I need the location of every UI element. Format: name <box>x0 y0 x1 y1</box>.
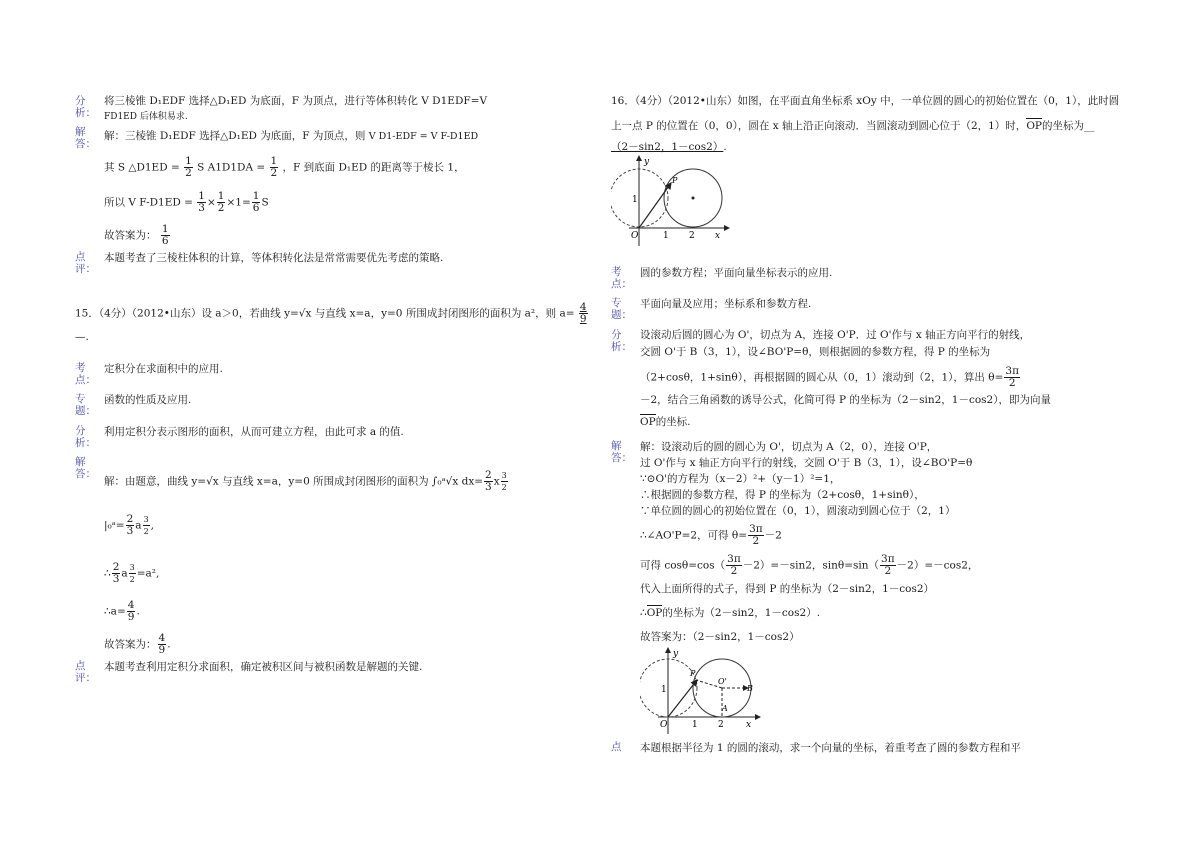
jieda-16-line-2: 过 O'作与 x 轴正方向平行的射线，交圆 O'于 B（3，1），设∠BO'P=θ <box>640 457 973 469</box>
question-15: 15．（4分）（2012•山东）设 a＞0，若曲线 y=√x 与直线 x=a，y=0 所围成封闭图形的面积为 a²，则 a= $\frac{4}{9}$ <box>75 301 587 325</box>
fenxi-16-line-2: 交圆 O'于 B（3，1），设∠BO'P=θ，则根据圆的参数方程，得 P 的坐标为 <box>640 346 991 358</box>
dianping-label-16: 点 <box>611 741 622 753</box>
jieda-eval: |₀ᵃ= $\frac{2}{3}$ a $\frac{3}{2}$ , <box>104 513 154 537</box>
tick-y-1-2: 1 <box>661 685 667 695</box>
jieda-16-line-8: 代入上面所得的式子，得到 P 的坐标为（2－sin2，1－cos2） <box>640 583 935 595</box>
jieda-16-line-5: ∵单位圆的圆心的初始位置在（0，1），圆滚动到圆心位于（2，1） <box>640 505 956 517</box>
jieda-16-line-1: 解：设滚动后的圆的圆心为 O'，切点为 A（2，0），连接 O'P， <box>640 441 938 453</box>
rolling-circle-figure-1 <box>611 152 731 248</box>
zhuanti-label: 专题： <box>75 393 96 417</box>
volume-formula: V D1-EDF = V F-D1ED <box>368 131 479 142</box>
dianping-text: 本题考查利用定积分求面积，确定被积区间与被积函数是解题的关键. <box>104 661 423 673</box>
x-axis-label: x <box>715 231 721 241</box>
answer-blank: $\frac{4}{9}$ <box>579 301 587 325</box>
jieda-label-16: 解答： <box>611 440 632 464</box>
fenxi-text: 利用定积分表示图形的面积，从而可建立方程，由此可求 a 的值. <box>104 426 404 438</box>
fenxi-16-line-3: （2+cosθ，1+sinθ），再根据圆的圆心从（0，1）滚动到（2，1），算出 θ= $\frac{3\pi}{2}$ <box>640 365 1019 389</box>
analysis-line-2: FD1ED 后体积易求. <box>104 112 188 122</box>
jieda-line-1: 解：由题意，曲线 y=√x 与直线 x=a，y=0 所围成封闭图形的面积为 ∫₀ᵃ√x dx= $\frac{2}{3}$ x $\frac{3}{2}$ <box>104 469 507 493</box>
jieda-therefore-1: ∴ $\frac{2}{3}$ a $\frac{3}{2}$ =a², <box>104 561 160 585</box>
y-axis-label-2: y <box>673 649 679 659</box>
jieda-16-line-3: ∵⊙O'的方程为（x－2）²+（y－1）²=1， <box>640 473 841 485</box>
solution-line-3: 所以 V F-D1ED = $\frac{1}{3}$ × $\frac{1}{2}$ ×1= $\frac{1}{6}$ S <box>104 190 269 214</box>
fenxi-16-line-5: OP的坐标. <box>640 416 691 428</box>
tick-y-1: 1 <box>632 195 638 205</box>
answer-blank-16: （2－sin2，1－cos2）. <box>611 141 727 153</box>
point-p-label: P <box>672 176 678 185</box>
tick-2: 2 <box>689 231 695 241</box>
point-p-label-2: P <box>690 669 696 678</box>
origin-label: O <box>631 231 639 241</box>
jieda-16-line-6: ∴∠AO'P=2，可得 θ= $\frac{3\pi}{2}$ －2 <box>640 523 782 547</box>
tick-1: 1 <box>663 231 669 241</box>
tick-1-2: 1 <box>692 720 698 730</box>
jieda-16-line-4: ∴根据圆的参数方程，得 P 的坐标为（2+cosθ，1+sinθ）， <box>640 489 925 501</box>
comment-label: 点评： <box>75 251 96 275</box>
solution-label: 解答： <box>75 126 96 150</box>
jieda-16-line-7: 可得 cosθ=cos（ $\frac{3\pi}{2}$ －2）=－sin2，sinθ=sin（ $\frac{3\pi}{2}$ －2）=－cos2， <box>640 553 979 577</box>
dianping-text-16: 本题根据半径为 1 的圆的滚动，求一个向量的坐标，着重考查了圆的参数方程和平 <box>640 742 1021 754</box>
solution-line-1: 解：三棱锥 D₁EDF 选择△D₁ED 为底面，F 为顶点，则 V D1-EDF = V F-D1ED <box>104 130 479 142</box>
origin-label-2: O <box>660 720 668 730</box>
analysis-line-1: 将三棱锥 D₁EDF 选择△D₁ED 为底面，F 为顶点，进行等体积转化 V D1EDF=V <box>104 95 488 107</box>
zhuanti-text-16: 平面向量及应用；坐标系和参数方程. <box>640 298 812 310</box>
kaodian-text: 定积分在求面积中的应用. <box>104 363 223 375</box>
answer-15: 故答案为： $\frac{4}{9}$ . <box>104 632 171 656</box>
jieda-therefore-2: ∴a= $\frac{4}{9}$ . <box>104 599 140 623</box>
question-16-line-1: 16．（4分）（2012•山东）如图，在平面直角坐标系 xOy 中，一单位圆的圆心的初始位置在（0，1），此时圆 <box>611 95 1120 107</box>
fenxi-label: 分析： <box>75 425 96 449</box>
point-a-label: A <box>722 704 728 713</box>
comment-text: 本题考查了三棱柱体积的计算，等体积转化法是常常需要优先考虑的策略. <box>104 252 444 264</box>
y-axis-label: y <box>644 157 650 167</box>
jieda-16-line-9: ∴OP的坐标为（2－sin2，1－cos2）. <box>640 607 821 619</box>
answer-16: 故答案为：（2－sin2，1－cos2） <box>640 631 800 643</box>
point-b-label: B <box>747 684 753 693</box>
kaodian-label: 考点： <box>75 362 96 386</box>
zhuanti-label-16: 专题： <box>611 297 632 321</box>
answer-line: 故答案为： $\frac{1}{6}$ <box>104 223 169 247</box>
zhuanti-text: 函数的性质及应用. <box>104 394 192 406</box>
question-15-dash: —. <box>75 331 89 343</box>
point-oprime-label: O' <box>718 677 727 686</box>
tick-2-2: 2 <box>718 720 724 730</box>
analysis-label: 分析： <box>75 95 96 119</box>
jieda-label: 解答： <box>75 456 96 480</box>
question-16-line-2: 上一点 P 的位置在（0，0），圆在 x 轴上沿正向滚动．当圆滚动到圆心位于（2，1）时，OP的坐标为__ <box>611 120 1095 132</box>
fenxi-label-16: 分析： <box>611 329 632 353</box>
vector-op: OP <box>1026 120 1042 132</box>
fenxi-16-line-4: －2，结合三角函数的诱导公式，化简可得 P 的坐标为（2－sin2，1－cos2），即为向量 <box>640 394 1051 406</box>
solution-line-2: 其 S △D1ED = $\frac{1}{2}$ S A1D1DA = $\frac{1}{2}$ ，F 到底面 D₁ED 的距离等于棱长 1， <box>104 155 465 179</box>
fenxi-16-line-1: 设滚动后圆的圆心为 O'，切点为 A，连接 O'P．过 O'作与 x 轴正方向平行的射线， <box>640 329 1031 341</box>
x-axis-label-2: x <box>746 720 752 730</box>
rolling-circle-figure-2 <box>640 644 764 736</box>
dianping-label: 点评： <box>75 660 96 684</box>
kaodian-label-16: 考点： <box>611 266 632 290</box>
kaodian-text-16: 圆的参数方程；平面向量坐标表示的应用. <box>640 267 833 279</box>
